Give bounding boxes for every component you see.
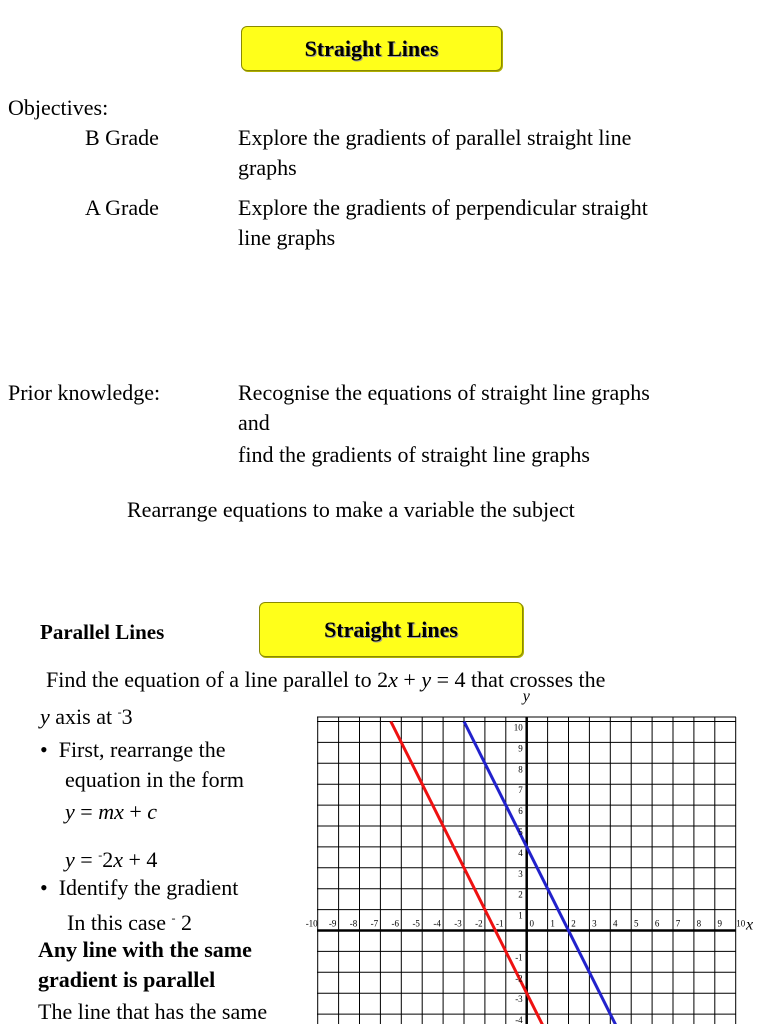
- y-tick-label: 10: [513, 722, 523, 733]
- x-tick-label: 0: [529, 918, 534, 929]
- x-tick-label: -9: [328, 918, 337, 929]
- objectives-label: Objectives:: [8, 95, 109, 120]
- coordinate-grid-graph: [296, 686, 768, 1024]
- objective-a-grade: A Grade: [85, 195, 159, 220]
- rearrange-text: Rearrange equations to make a variable the subject: [127, 497, 575, 522]
- x-tick-label: 4: [613, 918, 618, 929]
- question-line-1: Find the equation of a line parallel to 2x + y = 4 that crosses the: [46, 667, 606, 692]
- y-axis-label: y: [522, 688, 530, 705]
- objective-b-grade: B Grade: [85, 125, 159, 150]
- y-tick-label: -4: [515, 1015, 523, 1024]
- x-tick-label: 7: [675, 918, 681, 929]
- x-tick-label: 6: [654, 918, 660, 929]
- y-tick-label: 5: [518, 827, 523, 837]
- x-tick-label: -5: [412, 918, 420, 929]
- y-tick-label: 2: [518, 889, 523, 900]
- y-tick-label: 7: [518, 785, 523, 796]
- slide2-title: Straight Lines: [324, 616, 458, 642]
- form-equation: y = mx + c: [65, 799, 158, 824]
- x-tick-label: 5: [633, 918, 639, 929]
- slide1-title: Straight Lines: [304, 35, 439, 61]
- x-tick-label: -1: [496, 918, 504, 929]
- x-tick-label: -10: [305, 918, 318, 929]
- y-tick-label: -2: [515, 973, 523, 984]
- objective-a-text-line1: Explore the gradients of perpendicular straight: [238, 195, 648, 220]
- bullet-1-line-2: equation in the form: [65, 767, 245, 792]
- x-tick-label: -3: [454, 918, 462, 929]
- x-tick-label: -4: [433, 918, 441, 929]
- rearranged-equation: y = -2x + 4: [65, 847, 158, 872]
- y-tick-label: 6: [518, 806, 523, 817]
- prior-line-3: find the gradients of straight line graphs: [238, 442, 590, 467]
- rule-line-1: Any line with the same: [38, 937, 252, 962]
- parallel-lines-heading: Parallel Lines: [40, 620, 165, 644]
- prior-line-1: Recognise the equations of straight line graphs: [238, 380, 650, 405]
- y-tick-label: 4: [518, 847, 523, 858]
- prior-line-2: and: [238, 410, 270, 435]
- x-tick-label: -7: [370, 918, 379, 929]
- y-tick-label: 9: [518, 743, 523, 754]
- objective-a-text-line2: line graphs: [238, 225, 336, 250]
- y-tick-label: -3: [515, 994, 523, 1005]
- x-tick-label: 2: [571, 918, 576, 929]
- question-line-2: y axis at -3: [40, 704, 133, 729]
- x-tick-label: 8: [696, 918, 702, 929]
- bullet-1-line-1: • First, rearrange the: [40, 737, 226, 762]
- graph-tick-labels: [306, 688, 753, 1024]
- prior-knowledge-label: Prior knowledge:: [8, 380, 161, 405]
- rule-line-2: gradient is parallel: [38, 967, 216, 992]
- x-tick-label: -8: [349, 918, 358, 929]
- x-tick-label: 9: [717, 918, 723, 929]
- continuation-line: The line that has the same: [38, 999, 268, 1024]
- y-tick-label: 8: [518, 764, 523, 775]
- x-tick-label: 1: [550, 918, 555, 929]
- x-tick-label: -2: [475, 918, 483, 929]
- slide1-title-box: [241, 26, 502, 71]
- objective-b-text-line2: graphs: [238, 155, 297, 180]
- slide2-title-box: [259, 602, 523, 657]
- bullet-2-line-1: • Identify the gradient: [40, 875, 239, 900]
- x-axis-label: x: [746, 916, 754, 934]
- bullet-2-line-2: In this case - 2: [67, 910, 192, 935]
- x-tick-label: 10: [736, 918, 746, 929]
- y-tick-label: -1: [515, 952, 523, 963]
- graph-lines: [391, 722, 617, 1025]
- x-tick-label: 3: [592, 918, 597, 929]
- y-tick-label: 3: [518, 868, 523, 879]
- y-tick-label: 1: [518, 910, 523, 921]
- objective-b-text-line1: Explore the gradients of parallel straight line: [238, 125, 632, 150]
- blue-given-line: [464, 722, 617, 1025]
- x-tick-label: -6: [391, 918, 400, 929]
